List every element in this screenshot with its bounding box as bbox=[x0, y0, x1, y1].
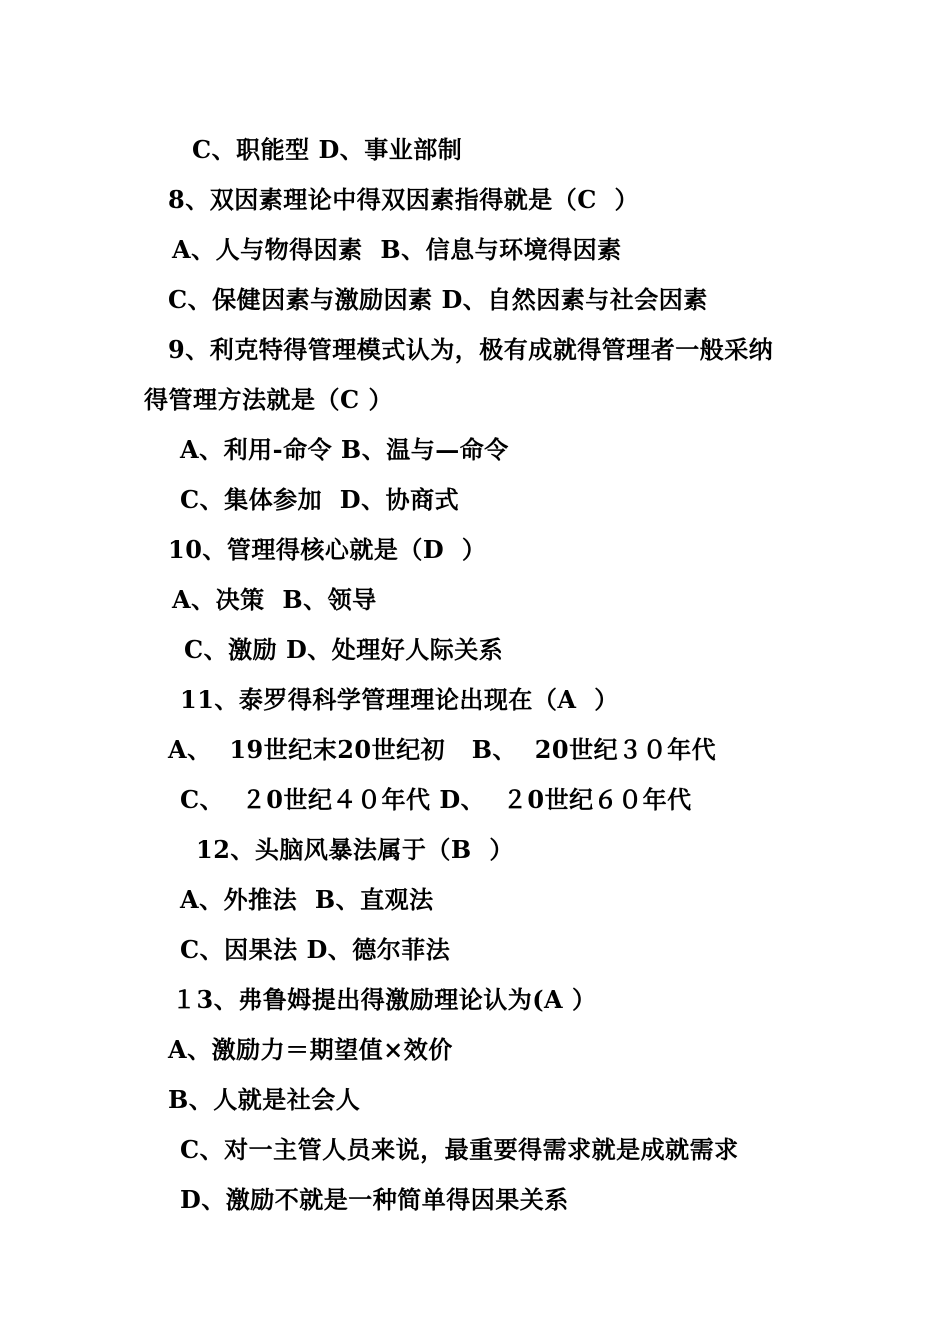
text-line: C、 ２0世纪４０年代 D、 ２0世纪６０年代 bbox=[180, 785, 692, 814]
text-line: C、保健因素与激励因素 D、自然因素与社会因素 bbox=[168, 285, 708, 314]
text-line: A、决策 B、领导 bbox=[172, 585, 377, 614]
text-line: B、人就是社会人 bbox=[168, 1085, 361, 1114]
text-line: A、利用-命令 B、温与—命令 bbox=[180, 435, 509, 464]
text-line: A、激励力＝期望值×效价 bbox=[168, 1035, 453, 1064]
text-line: 得管理方法就是（C ） bbox=[144, 385, 393, 414]
question-10: 10、管理得核心就是（D ） bbox=[168, 535, 487, 564]
question-12: 12、头脑风暴法属于（B ） bbox=[196, 835, 514, 864]
text-line: C、集体参加 D、协商式 bbox=[180, 485, 460, 514]
question-9: 9、利克特得管理模式认为，极有成就得管理者一般采纳 bbox=[168, 335, 774, 364]
text-line: C、激励 D、处理好人际关系 bbox=[184, 635, 504, 664]
question-13: １3、弗鲁姆提出得激励理论认为(A ） bbox=[172, 985, 597, 1014]
question-11: 11、泰罗得科学管理理论出现在（A ） bbox=[180, 685, 619, 714]
text-line: C、对一主管人员来说，最重要得需求就是成就需求 bbox=[180, 1135, 739, 1164]
question-8: 8、双因素理论中得双因素指得就是（C ） bbox=[168, 185, 640, 214]
text-line: C、职能型 D、事业部制 bbox=[192, 135, 463, 164]
text-line: A、 19世纪末20世纪初 B、 20世纪３０年代 bbox=[168, 735, 717, 764]
text-line: C、因果法 D、德尔菲法 bbox=[180, 935, 451, 964]
text-line: D、激励不就是一种简单得因果关系 bbox=[180, 1185, 569, 1214]
text-line: A、外推法 B、直观法 bbox=[180, 885, 434, 914]
text-line: A、人与物得因素 B、信息与环境得因素 bbox=[172, 235, 622, 264]
